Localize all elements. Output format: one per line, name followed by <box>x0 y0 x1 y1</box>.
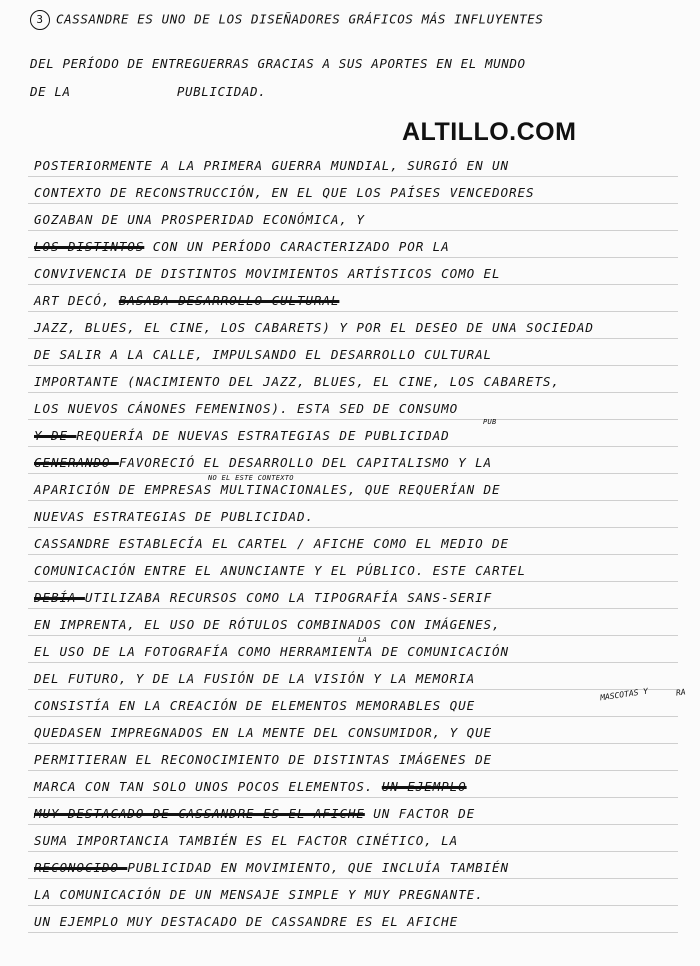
heading-line-1: 3 CASSANDRE ES UNO DE LOS DISEÑADORES GRÁFICOS MÁS INFLUYENTES <box>30 10 544 30</box>
body-line: MUY DESTACADO DE CASSANDRE ES EL AFICHE UN FACTOR DE <box>34 806 476 821</box>
margin-note: MASCOTAS Y <box>599 686 649 703</box>
body-line: CASSANDRE ESTABLECÍA EL CARTEL / AFICHE COMO EL MEDIO DE <box>34 536 509 551</box>
body-line: MARCA CON TAN SOLO UNOS POCOS ELEMENTOS. UN EJEMPLO <box>34 779 467 794</box>
body-line: DEL FUTURO, Y DE LA FUSIÓN DE LA VISIÓN Y LA MEMORIA <box>34 671 476 686</box>
body-line: PERMITIERAN EL RECONOCIMIENTO DE DISTINTAS IMÁGENES DE <box>34 752 493 767</box>
body-line: APARICIÓN DE EMPRESAS MULTINACIONALES, QUE REQUERÍAN DE <box>34 482 501 497</box>
altillo-watermark: ALTILLO.COM <box>402 118 577 146</box>
body-line: LOS NUEVOS CÁNONES FEMENINOS). ESTA SED DE CONSUMO <box>34 401 459 416</box>
question-number: 3 <box>30 10 50 30</box>
body-line: NUEVAS ESTRATEGIAS DE PUBLICIDAD. <box>34 509 314 524</box>
answer-body <box>28 150 678 960</box>
body-line: CONSISTÍA EN LA CREACIÓN DE ELEMENTOS MEMORABLES QUE <box>34 698 476 713</box>
insertion-note: LA <box>358 636 368 644</box>
body-line: EL USO DE LA FOTOGRAFÍA COMO HERRAMIENTA DE COMUNICACIÓN <box>34 644 509 659</box>
body-line: QUEDASEN IMPREGNADOS EN LA MENTE DEL CONSUMIDOR, Y QUE <box>34 725 493 740</box>
body-line: Y DE REQUERÍA DE NUEVAS ESTRATEGIAS DE PUBLICIDAD <box>34 428 450 443</box>
body-line: CONTEXTO DE RECONSTRUCCIÓN, EN EL QUE LOS PAÍSES VENCEDORES <box>34 185 535 200</box>
body-line: JAZZ, BLUES, EL CINE, LOS CABARETS) Y POR EL DESEO DE UNA SOCIEDAD <box>34 320 594 335</box>
insertion-note: NO EL ESTE CONTEXTO <box>208 474 294 482</box>
body-line: CONVIVENCIA DE DISTINTOS MOVIMIENTOS ARTÍSTICOS COMO EL <box>34 266 501 281</box>
body-line: LOS DISTINTOS CON UN PERÍODO CARACTERIZADO POR LA <box>34 239 450 254</box>
body-line: POSTERIORMENTE A LA PRIMERA GUERRA MUNDIAL, SURGIÓ EN UN <box>34 158 509 173</box>
body-line: GENERANDO FAVORECIÓ EL DESARROLLO DEL CAPITALISMO Y LA <box>34 455 493 470</box>
body-line: DE SALIR A LA CALLE, IMPULSANDO EL DESARROLLO CULTURAL <box>34 347 493 362</box>
body-line: GOZABAN DE UNA PROSPERIDAD ECONÓMICA, Y <box>34 212 365 227</box>
margin-note: RA <box>675 687 687 698</box>
body-line: IMPORTANTE (NACIMIENTO DEL JAZZ, BLUES, EL CINE, LOS CABARETS, <box>34 374 560 389</box>
body-line: SUMA IMPORTANCIA TAMBIÉN ES EL FACTOR CINÉTICO, LA <box>34 833 459 848</box>
body-line: EN IMPRENTA, EL USO DE RÓTULOS COMBINADOS CON IMÁGENES, <box>34 617 501 632</box>
body-line: RECONOCIDO PUBLICIDAD EN MOVIMIENTO, QUE INCLUÍA TAMBIÉN <box>34 860 510 875</box>
insertion-note: PUB <box>483 418 497 426</box>
body-line: UN EJEMPLO MUY DESTACADO DE CASSANDRE ES EL AFICHE <box>34 914 459 929</box>
body-line: LA COMUNICACIÓN DE UN MENSAJE SIMPLE Y MUY PREGNANTE. <box>34 887 484 902</box>
body-line: DEBÍA UTILIZABA RECURSOS COMO LA TIPOGRAFÍA SANS-SERIF <box>34 590 493 605</box>
body-line: COMUNICACIÓN ENTRE EL ANUNCIANTE Y EL PÚBLICO. ESTE CARTEL <box>34 563 526 578</box>
body-line: ART DECÓ, BASABA DESARROLLO CULTURAL <box>34 293 340 308</box>
heading-line-3: DE LA PUBLICIDAD. <box>30 84 267 99</box>
heading-line-2: DEL PERÍODO DE ENTREGUERRAS GRACIAS A SUS APORTES EN EL MUNDO <box>30 56 526 71</box>
